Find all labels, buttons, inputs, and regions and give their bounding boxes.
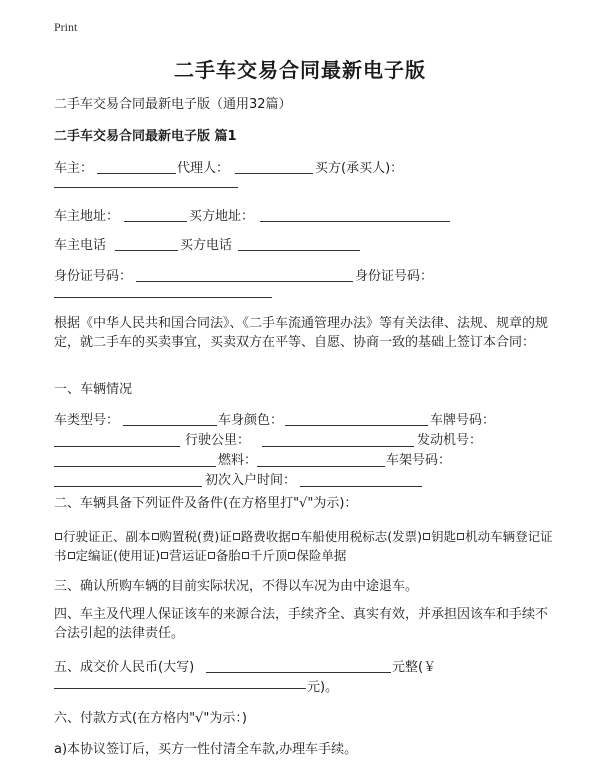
checklist-item: 车船使用税标志(发票) (299, 529, 423, 544)
checkbox[interactable] (68, 552, 75, 559)
owner-address-blank[interactable] (124, 221, 187, 222)
frame-number-label: 车架号码： (386, 453, 452, 468)
checkbox[interactable] (242, 552, 249, 559)
buyer-phone-blank[interactable] (238, 250, 360, 251)
mileage-label: 行驶公里： (185, 433, 251, 448)
id-number-blank-1[interactable] (136, 281, 353, 282)
engine-number-blank[interactable] (54, 466, 216, 467)
checklist-item: 行驶证正、副本 (63, 529, 151, 544)
first-registration-label: 初次入户时间： (205, 473, 297, 488)
checkbox[interactable] (152, 533, 159, 540)
price-number-blank[interactable] (54, 688, 306, 689)
plate-number-label: 车牌号码： (430, 413, 496, 428)
id-number-label-2: 身份证号码： (355, 269, 434, 284)
vehicle-model-label: 车类型号： (54, 413, 120, 428)
owner-phone-label: 车主电话 (54, 238, 107, 253)
checklist-item: 营运证 (169, 548, 207, 563)
id-number-label-1: 身份证号码： (54, 269, 133, 284)
buyer-phone-label: 买方电话 (180, 238, 233, 253)
price-close-label: 元)。 (307, 680, 339, 695)
checkbox[interactable] (423, 533, 430, 540)
checkbox[interactable] (233, 533, 240, 540)
section1-heading: 一、车辆情况 (54, 382, 133, 397)
fuel-label: 燃料： (218, 453, 258, 468)
section2-heading: 二、车辆具备下列证件及备件(在方格里打"√"为示)： (54, 496, 358, 511)
checklist-item: 保险单据 (296, 548, 347, 563)
body-color-label: 车身颜色： (218, 413, 284, 428)
section3-text: 三、确认所购车辆的目前实际状况，不得以车况为由中途退车。 (54, 579, 419, 594)
section-heading: 二手车交易合同最新电子版 篇1 (54, 129, 237, 144)
checklist-item: 路费收据 (240, 529, 291, 544)
checkbox[interactable] (208, 552, 215, 559)
agent-blank[interactable] (235, 173, 313, 174)
mileage-blank[interactable] (262, 446, 414, 447)
checkbox[interactable] (457, 533, 464, 540)
price-label: 五、成交价人民币(大写) (54, 660, 195, 675)
owner-phone-blank[interactable] (115, 250, 178, 251)
vehicle-model-blank[interactable] (123, 425, 217, 426)
engine-number-label: 发动机号： (417, 433, 483, 448)
document-subtitle: 二手车交易合同最新电子版（通用32篇） (54, 97, 292, 112)
price-words-blank[interactable] (206, 672, 391, 673)
checklist-item: 备胎 (215, 548, 241, 563)
owner-address-label: 车主地址： (54, 209, 120, 224)
owner-blank[interactable] (97, 173, 176, 174)
section6-heading: 六、付款方式(在方格内"√"为示：) (54, 711, 247, 726)
section4-text: 四、车主及代理人保证该车的来源合法，手续齐全、真实有效，并承担因该车和手续不合法引起的法律责任。 (54, 607, 549, 641)
fuel-blank[interactable] (257, 466, 385, 467)
buyer-label: 买方(承买人)： (315, 161, 404, 176)
id-number-blank-2[interactable] (54, 297, 272, 298)
intro-paragraph: 根据《中华人民共和国合同法》、《二手车流通管理办法》等有关法律、法规、规章的规定，就二手车的买卖事宜，买卖双方在平等、自愿、协商一致的基础上签订本合同： (54, 316, 549, 350)
document-title: 二手车交易合同最新电子版 (174, 58, 426, 82)
plate-number-blank[interactable] (54, 446, 180, 447)
checkbox[interactable] (55, 533, 62, 540)
checklist-item: 机动车辆登记证书 (54, 529, 553, 563)
buyer-address-label: 买方地址： (189, 209, 255, 224)
payment-option-a: a)本协议签订后，买方一性付清全车款,办理车手续。 (54, 742, 358, 757)
section2-checklist (54, 527, 554, 565)
print-label[interactable]: Print (54, 20, 78, 34)
checkbox[interactable] (161, 552, 168, 559)
agent-label: 代理人： (177, 161, 230, 176)
buyer-blank[interactable] (54, 187, 238, 188)
checkbox[interactable] (288, 552, 295, 559)
buyer-address-blank[interactable] (260, 221, 450, 222)
body-color-blank[interactable] (285, 425, 428, 426)
frame-number-blank[interactable] (54, 486, 202, 487)
checklist-item: 购置税(费)证 (159, 529, 232, 544)
checklist-item: 千斤顶 (249, 548, 288, 563)
owner-label: 车主： (54, 161, 94, 176)
checkbox[interactable] (292, 533, 299, 540)
first-registration-blank[interactable] (300, 486, 422, 487)
checklist-item: 钥匙 (431, 529, 457, 544)
price-yuan-label: 元整(￥ (392, 660, 437, 675)
checklist-item: 定编证(使用证) (75, 548, 161, 563)
